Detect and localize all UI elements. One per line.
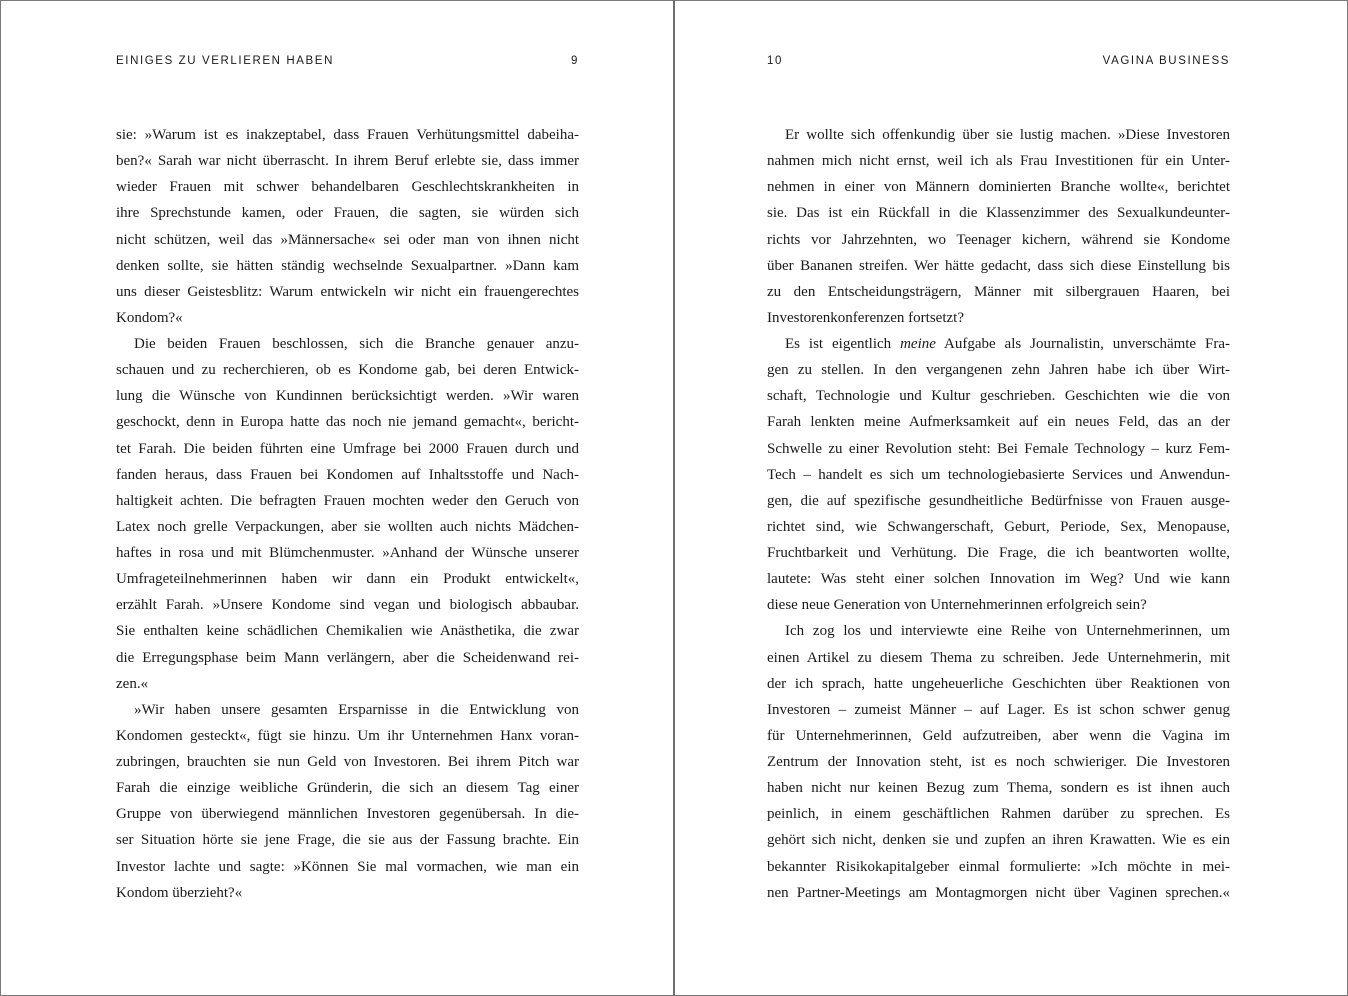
text-line: gen, die auf spezifische gesundheitliche Bedürfnisse von Frauen ausge- <box>767 492 1230 509</box>
text-line: nahmen mich nicht ernst, weil ich als Frau Investitionen für ein Unter- <box>767 153 1230 170</box>
text-line: die Erregungsphase beim Mann verlängern, aber die Scheidenwand rei- <box>116 649 579 666</box>
text-line: »Wir haben unsere gesamten Ersparnisse in die Entwicklung von <box>134 701 579 718</box>
text-line: tet Farah. Die beiden führten eine Umfrage bei 2000 Frauen durch und <box>116 440 579 457</box>
text-line: Fruchtbarkeit und Verhütung. Die Frage, die ich beantworten wollte, <box>767 545 1230 561</box>
text-line: schaft, Technologie und Kultur geschrieben. Geschichten wie die von <box>767 388 1230 405</box>
text-line: gehört sich nicht, denken sie und zupfen an ihren Krawatten. Wie es ein <box>767 832 1230 849</box>
text-line: lung die Wünsche von Kundinnen berücksichtigt werden. »Wir waren <box>116 388 579 405</box>
text-line: nen Partner-Meetings am Montagmorgen nicht über Vaginen sprechen.« <box>767 884 1230 901</box>
page-number: 9 <box>571 55 579 67</box>
text-line: lautete: Was steht einer solchen Innovation im Weg? Und wie kann <box>767 571 1230 588</box>
text-line: sie. Das ist ein Rückfall in die Klassenzimmer des Sexualkundeunter- <box>767 205 1230 222</box>
text-line: haftes in rosa und mit Blümchenmuster. »Anhand der Wünsche unserer <box>116 545 579 561</box>
text-line: Er wollte sich offenkundig über sie lustig machen. »Diese Investoren <box>785 127 1230 143</box>
text-line: Zentrum der Innovation steht, ist es noch schwieriger. Die Investoren <box>767 754 1230 770</box>
text-segment: Aufgabe als Journalistin, unverschämte Fra- <box>935 336 1231 352</box>
text-line: sie: »Warum ist es inakzeptabel, dass Frauen Verhütungsmittel dabeiha- <box>116 127 579 143</box>
text-line: Kondom?« <box>116 309 183 326</box>
text-line: Die beiden Frauen beschlossen, sich die Branche genauer anzu- <box>134 336 579 352</box>
left-running-header <box>116 55 579 71</box>
text-line: zen.« <box>116 675 149 692</box>
text-line: der ich sprach, hatte ungeheuerliche Geschichten über Reaktionen von <box>767 675 1230 692</box>
paragraph <box>116 122 579 331</box>
text-line: peinlich, in einem geschäftlichen Rahmen darüber zu sprechen. Es <box>767 806 1230 823</box>
text-line: über Bananen streifen. Wer hätte gedacht, dass sich diese Einstellung bis <box>767 257 1230 274</box>
text-line: diese neue Generation von Unternehmerinnen erfolgreich sein? <box>767 597 1147 614</box>
text-line: Schwelle zu einer Revolution steht: Bei Female Technology – kurz Fem- <box>767 440 1230 457</box>
right-page-body <box>767 122 1230 906</box>
paragraph <box>767 618 1230 905</box>
text-line: Investor lachte und sagte: »Können Sie mal vormachen, wie man ein <box>116 858 579 875</box>
text-line: Investorenkonferenzen fortsetzt? <box>767 309 964 326</box>
text-line: Farah lenkten meine Aufmerksamkeit auf ein neues Feld, das an der <box>767 414 1230 431</box>
text-segment: Es ist eigentlich <box>785 336 901 352</box>
running-head-title: EINIGES ZU VERLIEREN HABEN <box>116 55 334 67</box>
text-line: ihre Sprechstunde kamen, oder Frauen, die sagten, sie würden sich <box>116 205 579 222</box>
text-line: ser Situation hörte sie jene Frage, die sie aus der Fassung brachte. Ein <box>116 832 579 849</box>
text-line: bekannter Risikokapitalgeber einmal formulierte: »Ich möchte in mei- <box>767 858 1230 875</box>
text-line: haltigkeit achten. Die befragten Frauen mochten weder den Geruch von <box>116 492 579 509</box>
text-line: für Unternehmerinnen, Geld aufzutreiben, aber wenn die Vagina im <box>767 727 1230 744</box>
spine-divider <box>673 0 675 996</box>
text-line: ben?« Sarah war nicht überrascht. In ihrem Beruf erlebte sie, dass immer <box>116 153 579 170</box>
text-line: Umfrageteilnehmerinnen haben wir dann ein Produkt entwickelt«, <box>116 571 579 588</box>
text-line: nehmen in einer von Männern dominierten Branche wollte«, berichtet <box>767 179 1230 196</box>
text-line: zubringen, brauchten sie nun Geld von Investoren. Bei ihrem Pitch war <box>116 754 579 770</box>
text-line: Farah die einzige weibliche Gründerin, die sich an diesem Tag einer <box>116 780 579 797</box>
paragraph <box>116 697 579 906</box>
text-line <box>767 331 1230 357</box>
text-line: Ich zog los und interviewte eine Reihe von Unternehmerinnen, um <box>785 623 1230 640</box>
text-line: Kondomen gesteckt«, fügt sie hinzu. Um ihr Unternehmen Hanx voran- <box>116 727 579 744</box>
text-line: einen Artikel zu diesem Thema zu schreiben. Jede Unternehmerin, mit <box>767 649 1230 666</box>
text-line: erzählt Farah. »Unsere Kondome sind vegan und biologisch abbaubar. <box>116 597 579 614</box>
text-line: Investoren – zumeist Männer – auf Lager. Es ist schon schwer genug <box>767 701 1230 718</box>
text-line: richts vor Jahrzehnten, wo Teenager kichern, während sie Kondome <box>767 231 1230 248</box>
right-running-header <box>767 55 1230 71</box>
text-line: gen zu stellen. In den vergangenen zehn Jahren habe ich über Wirt- <box>767 362 1230 379</box>
text-line: nicht schützen, weil das »Männersache« sei oder man von ihnen nicht <box>116 231 579 248</box>
running-head-title: VAGINA BUSINESS <box>1102 55 1230 67</box>
text-line: Latex noch grelle Verpackungen, aber sie wollten auch nichts Mädchen- <box>116 518 579 535</box>
paragraph <box>767 122 1230 331</box>
paragraph <box>767 331 1230 618</box>
text-line: haben nicht nur keinen Bezug zum Thema, sondern es ist ihnen auch <box>767 780 1230 797</box>
emphasized-word: meine <box>900 336 936 352</box>
text-line: uns dieser Geistesblitz: Warum entwickeln wir nicht ein frauengerechtes <box>116 283 579 300</box>
text-line: fanden heraus, dass Frauen bei Kondomen auf Inhaltsstoffe und Nach- <box>116 466 579 483</box>
text-line: zu den Entscheidungsträgern, Männer mit silbergrauen Haaren, bei <box>767 283 1230 300</box>
text-line: denken sollte, sie hätten ständig wechselnde Sexualpartner. »Dann kam <box>116 257 579 274</box>
paragraph <box>116 331 579 697</box>
text-line: wieder Frauen mit schwer behandelbaren Geschlechtskrankheiten in <box>116 179 579 196</box>
text-line: Gruppe von überwiegend männlichen Investoren gegenübersah. In die- <box>116 806 579 823</box>
text-line: Tech – handelt es sich um technologiebasierte Services und Anwendun- <box>767 466 1230 483</box>
text-line: richtet sind, wie Schwangerschaft, Geburt, Periode, Sex, Menopause, <box>767 518 1230 535</box>
text-line: geschockt, denn in Europa hatte das noch nie jemand gemacht«, bericht- <box>116 414 579 431</box>
text-line: Sie enthalten keine schädlichen Chemikalien wie Anästhetika, die zwar <box>116 623 579 640</box>
left-page-body <box>116 122 579 906</box>
page-number: 10 <box>767 55 783 67</box>
text-line: Kondom überzieht?« <box>116 884 243 901</box>
text-line: schauen und zu recherchieren, ob es Kondome gab, bei deren Entwick- <box>116 362 579 379</box>
